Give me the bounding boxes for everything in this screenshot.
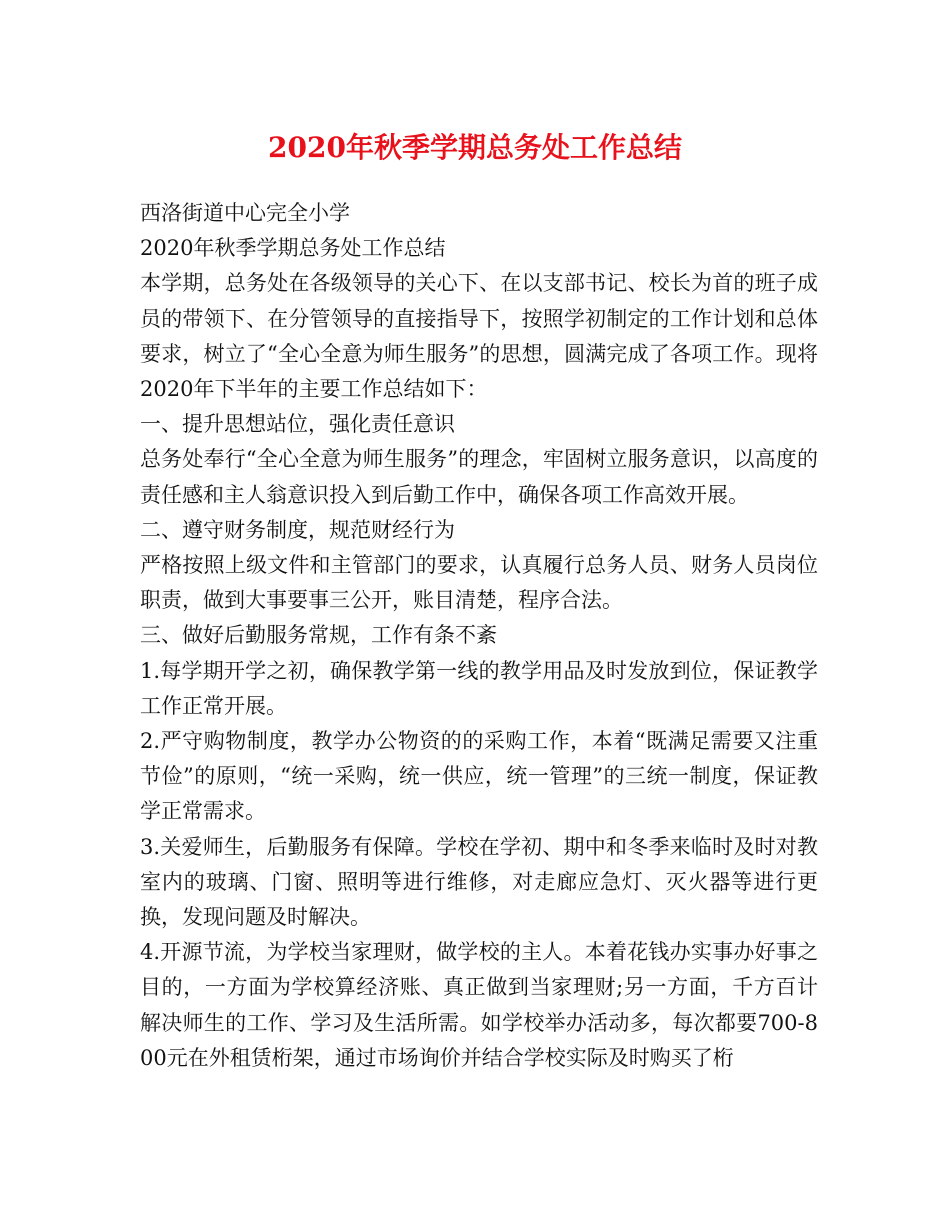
list-item-1: 1.每学期开学之初，确保教学第一线的教学用品及时发放到位，保证教学工作正常开展。 — [140, 658, 818, 718]
section-heading-3: 三、做好后勤服务常规，工作有条不紊 — [140, 623, 497, 648]
intro-paragraph: 本学期，总务处在各级领导的关心下、在以支部书记、校长为首的班子成员的带领下、在分管领导的直接指导下，按照学初制定的工作计划和总体要求，树立了“全心全意为师生服务”的思想，圆满完成了各项工作。现将2020年下半年的主要工作总结如下： — [140, 271, 818, 402]
section-paragraph-2: 严格按照上级文件和主管部门的要求，认真履行总务人员、财务人员岗位职责，做到大事要事三公开，账目清楚，程序合法。 — [140, 553, 818, 613]
list-item-3: 3.关爱师生，后勤服务有保障。学校在学初、期中和冬季来临时及时对教室内的玻璃、门窗、照明等进行维修，对走廊应急灯、灭火器等进行更换，发现问题及时解决。 — [140, 834, 818, 930]
list-item-4: 4.开源节流，为学校当家理财，做学校的主人。本着花钱办实事办好事之目的，一方面为学校算经济账、真正做到当家理财;另一方面，千方百计解决师生的工作、学习及生活所需。如学校举办活动多，每次都要700-800元在外租赁桁架，通过市场询价并结合学校实际及时购买了桁 — [140, 940, 818, 1070]
list-item-2: 2.严守购物制度，教学办公物资的的采购工作，本着“既满足需要又注重节俭”的原则，“统一采购，统一供应，统一管理”的三统一制度，保证教学正常需求。 — [140, 729, 818, 824]
section-heading-2: 二、遵守财务制度，规范财经行为 — [140, 517, 455, 542]
section-heading-1: 一、提升思想站位，强化责任意识 — [140, 412, 455, 437]
document-title: 2020年秋季学期总务处工作总结 — [268, 131, 682, 164]
school-name: 西洛街道中心完全小学 — [140, 201, 350, 225]
subtitle: 2020年秋季学期总务处工作总结 — [140, 236, 446, 261]
section-paragraph-1: 总务处奉行“全心全意为师生服务”的理念，牢固树立服务意识，以高度的责任感和主人翁意识投入到后勤工作中，确保各项工作高效开展。 — [140, 447, 818, 507]
document-body — [140, 196, 818, 1076]
